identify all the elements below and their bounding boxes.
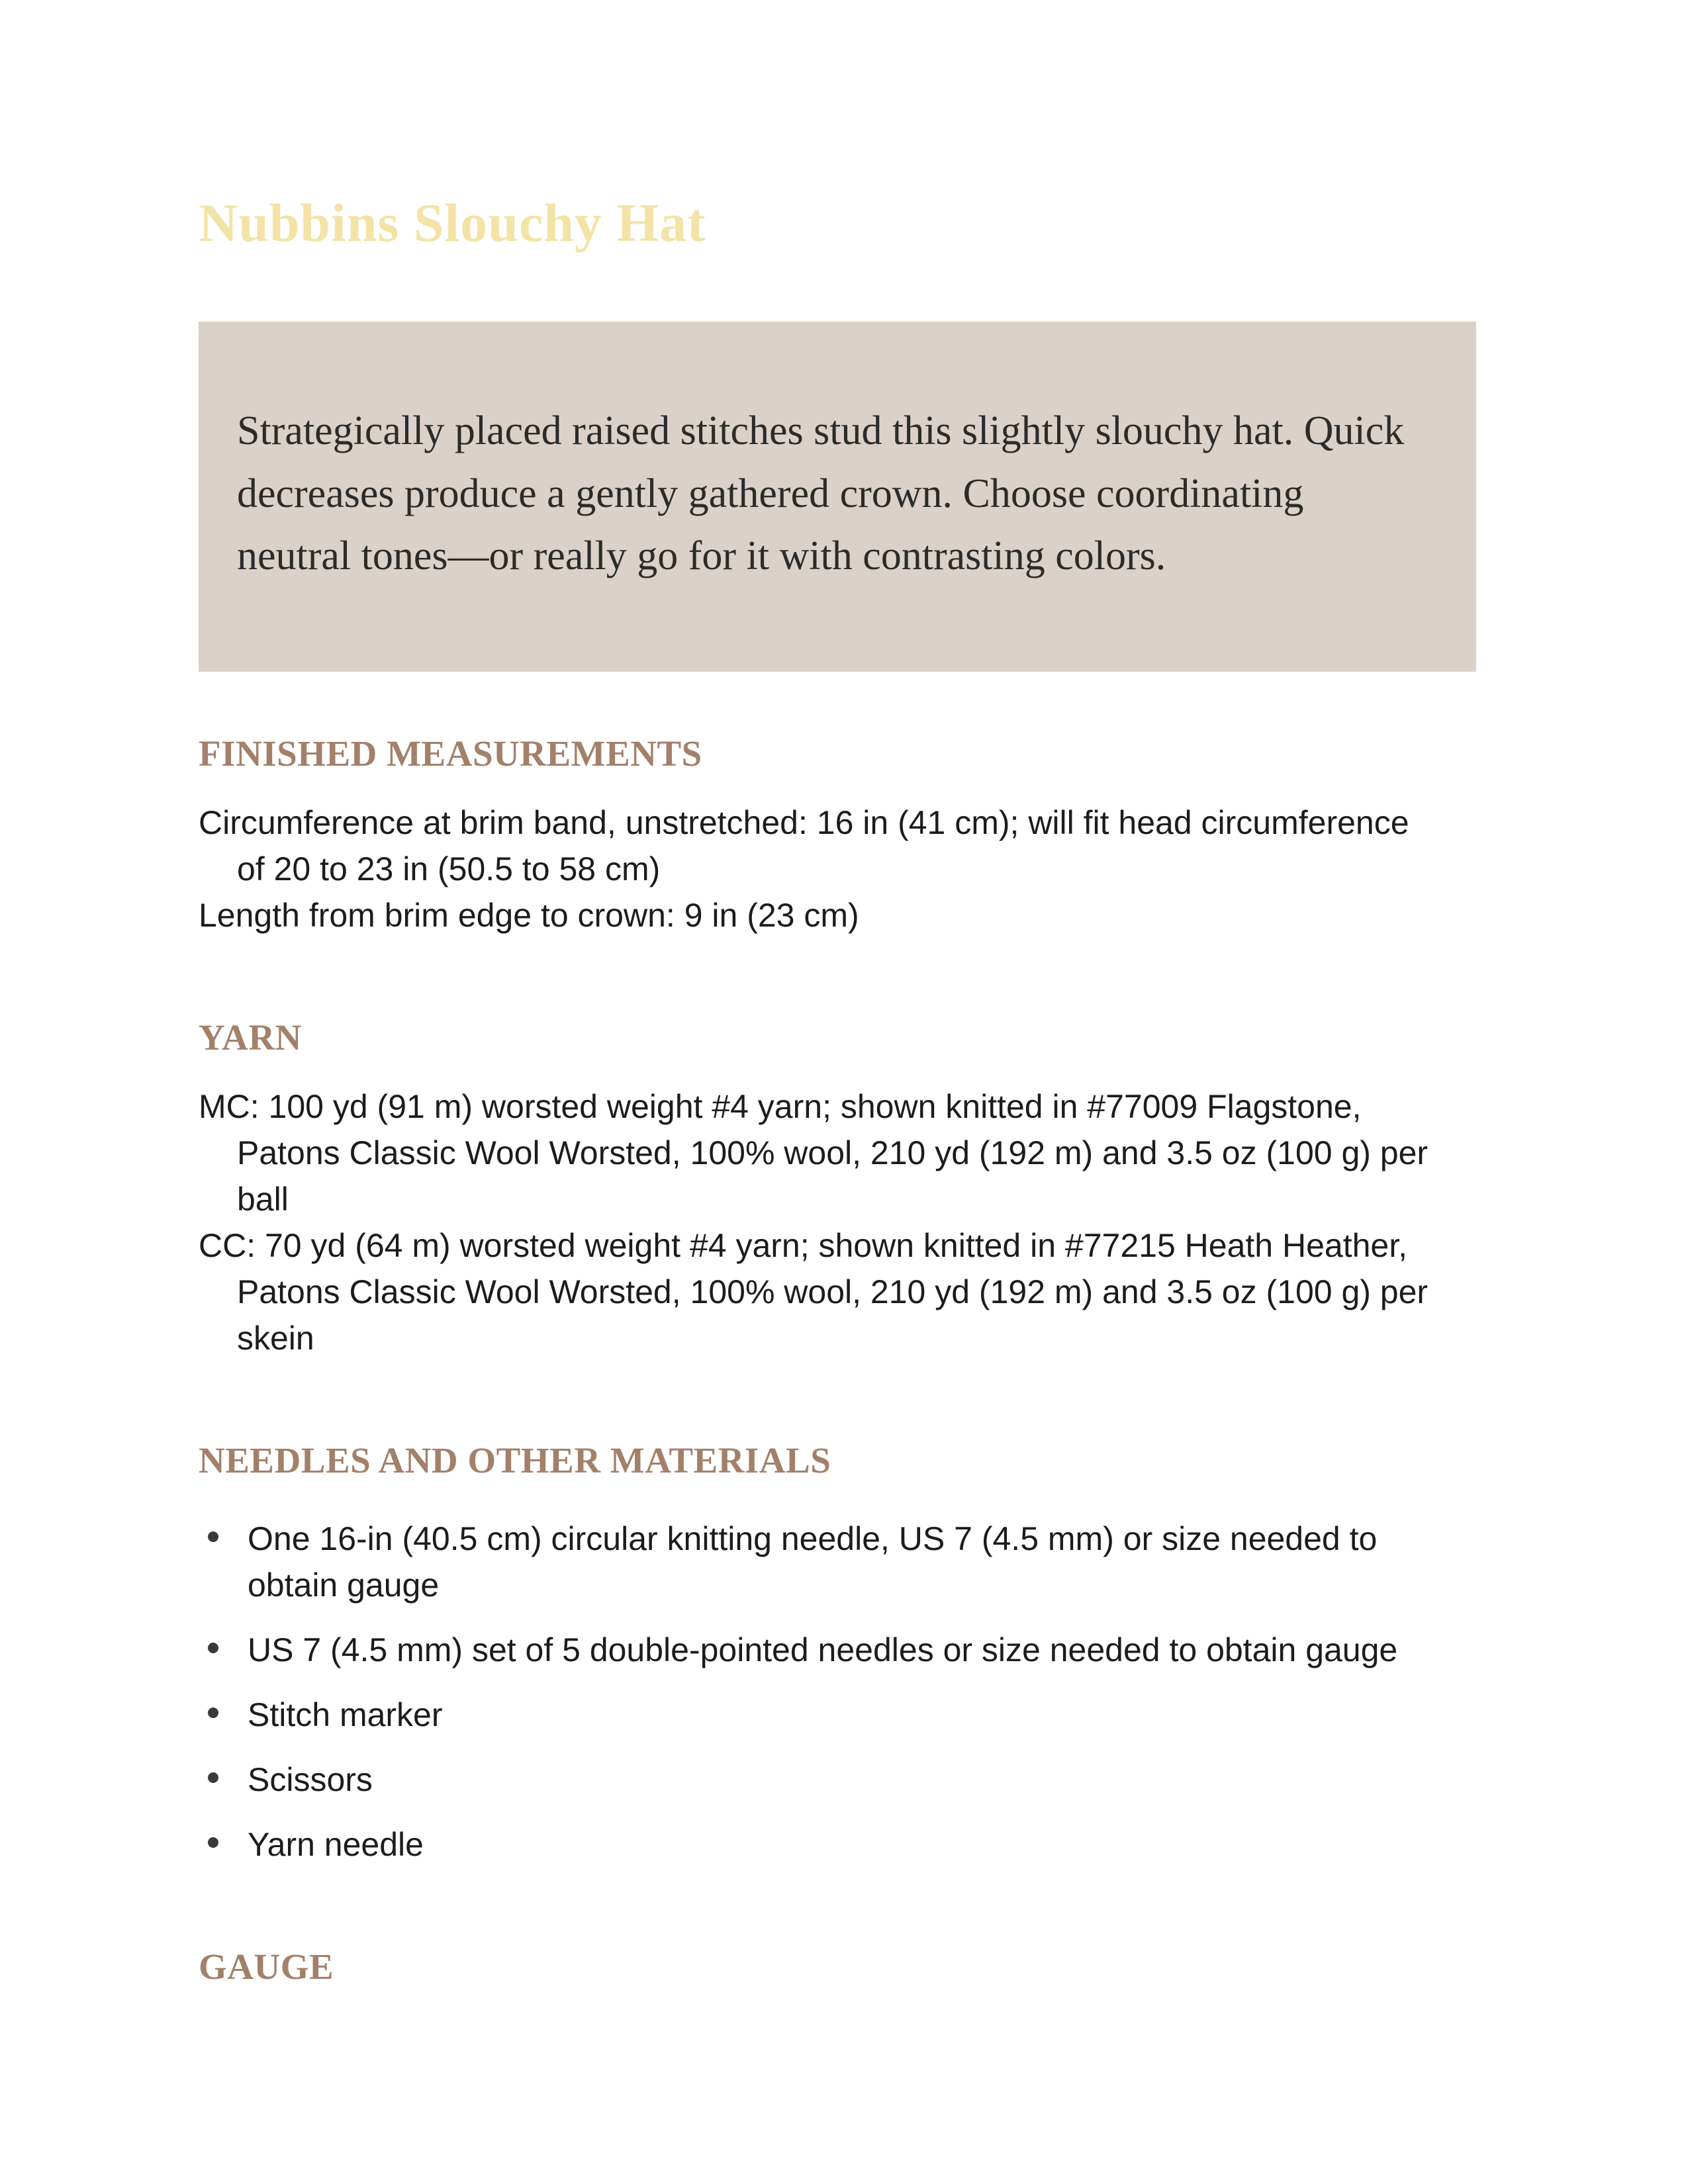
list-item-text: Scissors	[248, 1761, 373, 1798]
page-title: Nubbins Slouchy Hat	[199, 193, 706, 253]
intro-box	[199, 322, 1476, 672]
finished-measurements-body	[199, 799, 1443, 938]
materials-bullet-list	[199, 1516, 1452, 1868]
list-item-text: Yarn needle	[248, 1826, 424, 1863]
list-item	[208, 1627, 1452, 1673]
bullet-dot-icon	[208, 1643, 218, 1653]
section-heading-needles-and-other-materials: NEEDLES AND OTHER MATERIALS	[199, 1440, 831, 1480]
list-item	[208, 1756, 1452, 1803]
bullet-dot-icon	[208, 1531, 218, 1542]
measurement-line: Circumference at brim band, unstretched: 16 in (41 cm); will fit head circumference of 20 to 23 in (50.5 to 58 cm)	[199, 804, 1409, 887]
bullet-dot-icon	[208, 1707, 218, 1718]
list-item-text: Stitch marker	[248, 1696, 443, 1733]
measurement-line: Length from brim edge to crown: 9 in (23 cm)	[199, 897, 859, 934]
list-item-text: US 7 (4.5 mm) set of 5 double-pointed needles or size needed to obtain gauge	[248, 1631, 1398, 1668]
list-item	[208, 1821, 1452, 1868]
list-item-text: One 16-in (40.5 cm) circular knitting needle, US 7 (4.5 mm) or size needed to obtain gauge	[248, 1520, 1378, 1604]
section-heading-yarn: YARN	[199, 1017, 302, 1058]
bullet-dot-icon	[208, 1837, 218, 1848]
yarn-line-mc: MC: 100 yd (91 m) worsted weight #4 yarn; shown knitted in #77009 Flagstone, Patons Classic Wool Worsted, 100% wool, 210 yd (192 m) and 3.5 oz (100 g) per ball	[199, 1088, 1429, 1218]
section-heading-gauge: GAUGE	[199, 1946, 334, 1987]
list-item	[208, 1692, 1452, 1738]
yarn-body	[199, 1083, 1443, 1361]
section-heading-finished-measurements: FINISHED MEASUREMENTS	[199, 733, 702, 774]
list-item	[208, 1516, 1452, 1608]
yarn-line-cc: CC: 70 yd (64 m) worsted weight #4 yarn; shown knitted in #77215 Heath Heather, Patons Classic Wool Worsted, 100% wool, 210 yd (192 m) and 3.5 oz (100 g) per skein	[199, 1227, 1429, 1357]
intro-paragraph: Strategically placed raised stitches stud this slightly slouchy hat. Quick decreases produce a gently gathered crown. Choose coordinating neutral tones—or really go for it with contrasting colors.	[237, 408, 1405, 578]
bullet-dot-icon	[208, 1772, 218, 1783]
